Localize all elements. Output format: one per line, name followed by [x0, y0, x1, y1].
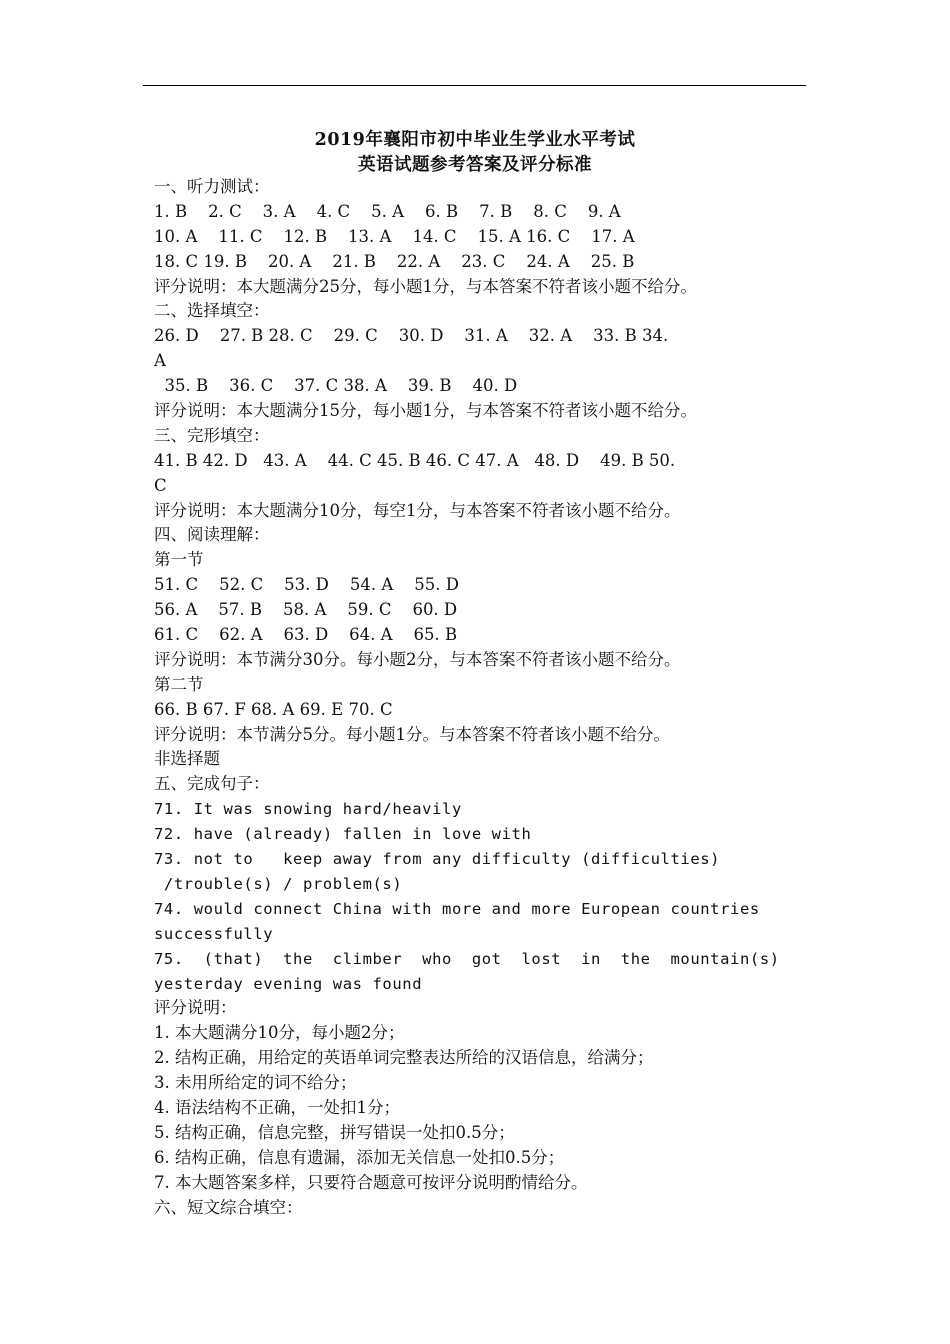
- document-title: 2019年襄阳市初中毕业生学业水平考试: [314, 130, 636, 150]
- answer-row: 41. B 42. D 43. A 44. C 45. B 46. C 47. A 48. D 49. B 50.: [154, 450, 676, 470]
- scoring-note: 评分说明：本节满分30分。每小题2分，与本答案不符者该小题不给分。: [154, 649, 681, 669]
- answer-row: 51. C 52. C 53. D 54. A 55. D: [154, 575, 459, 595]
- answer-key-body: [154, 175, 814, 1220]
- answer-row: 61. C 62. A 63. D 64. A 65. B: [154, 625, 458, 645]
- answer-row: 10. A 11. C 12. B 13. A 14. C 15. A 16. C 17. A: [154, 226, 635, 246]
- scoring-note: 评分说明：本大题满分10分，每空1分，与本答案不符者该小题不给分。: [154, 500, 681, 520]
- section-heading-passage-fill: 六、短文综合填空：: [154, 1197, 303, 1217]
- header-rule: [143, 85, 806, 86]
- section-heading-listening: 一、听力测试：: [154, 177, 270, 196]
- scoring-rule: 4. 语法结构不正确，一处扣1分；: [154, 1097, 400, 1117]
- answer-row: 66. B 67. F 68. A 69. E 70. C: [154, 699, 393, 719]
- subsection-heading: 第一节: [154, 550, 204, 570]
- part-heading: 非选择题: [154, 749, 220, 769]
- answer-row: 75. (that) the climber who got lost in the mountain(s): [154, 949, 780, 968]
- answer-row: 18. C 19. B 20. A 21. B 22. A 23. C 24. A 25. B: [154, 251, 635, 271]
- subsection-heading: 第二节: [154, 674, 204, 694]
- scoring-note-heading: 评分说明：: [154, 998, 237, 1018]
- answer-row: 73. not to keep away from any difficulty (difficulties): [154, 850, 721, 869]
- answer-row: 1. B 2. C 3. A 4. C 5. A 6. B 7. B 8. C 9. A: [154, 201, 621, 221]
- answer-row: 35. B 36. C 37. C 38. A 39. B 40. D: [154, 376, 518, 396]
- section-heading-sentence-completion: 五、完成句子：: [154, 774, 270, 794]
- answer-row: 71. It was snowing hard/heavily: [154, 800, 462, 819]
- answer-row: 56. A 57. B 58. A 59. C 60. D: [154, 600, 458, 620]
- scoring-rule: 3. 未用所给定的词不给分；: [154, 1073, 357, 1093]
- answer-row: 26. D 27. B 28. C 29. C 30. D 31. A 32. A 33. B 34.: [154, 326, 669, 346]
- answer-row: /trouble(s) / problem(s): [154, 874, 403, 893]
- answer-row: C: [154, 475, 167, 495]
- scoring-rule: 2. 结构正确，用给定的英语单词完整表达所给的汉语信息，给满分；: [154, 1048, 654, 1068]
- answer-row: yesterday evening was found: [154, 974, 423, 993]
- scoring-rule: 7. 本大题答案多样，只要符合题意可按评分说明酌情给分。: [154, 1172, 588, 1192]
- scoring-rule: 1. 本大题满分10分，每小题2分；: [154, 1023, 405, 1043]
- scoring-rule: 5. 结构正确，信息完整，拼写错误一处扣0.5分；: [154, 1122, 515, 1142]
- answer-row: A: [154, 351, 166, 371]
- scoring-rule: 6. 结构正确，信息有遗漏，添加无关信息一处扣0.5分；: [154, 1147, 565, 1167]
- scoring-note: 评分说明：本大题满分25分，每小题1分，与本答案不符者该小题不给分。: [154, 276, 697, 296]
- document-subtitle: 英语试题参考答案及评分标准: [358, 155, 592, 175]
- scoring-note: 评分说明：本节满分5分。每小题1分。与本答案不符者该小题不给分。: [154, 724, 670, 744]
- section-heading-multiple-choice: 二、选择填空：: [154, 301, 270, 321]
- answer-row: 74. would connect China with more and more European countries: [154, 899, 760, 918]
- answer-row: successfully: [154, 924, 274, 943]
- scoring-note: 评分说明：本大题满分15分，每小题1分，与本答案不符者该小题不给分。: [154, 401, 697, 421]
- section-heading-cloze: 三、完形填空：: [154, 425, 270, 445]
- answer-row: 72. have (already) fallen in love with: [154, 825, 532, 844]
- section-heading-reading: 四、阅读理解：: [154, 525, 270, 545]
